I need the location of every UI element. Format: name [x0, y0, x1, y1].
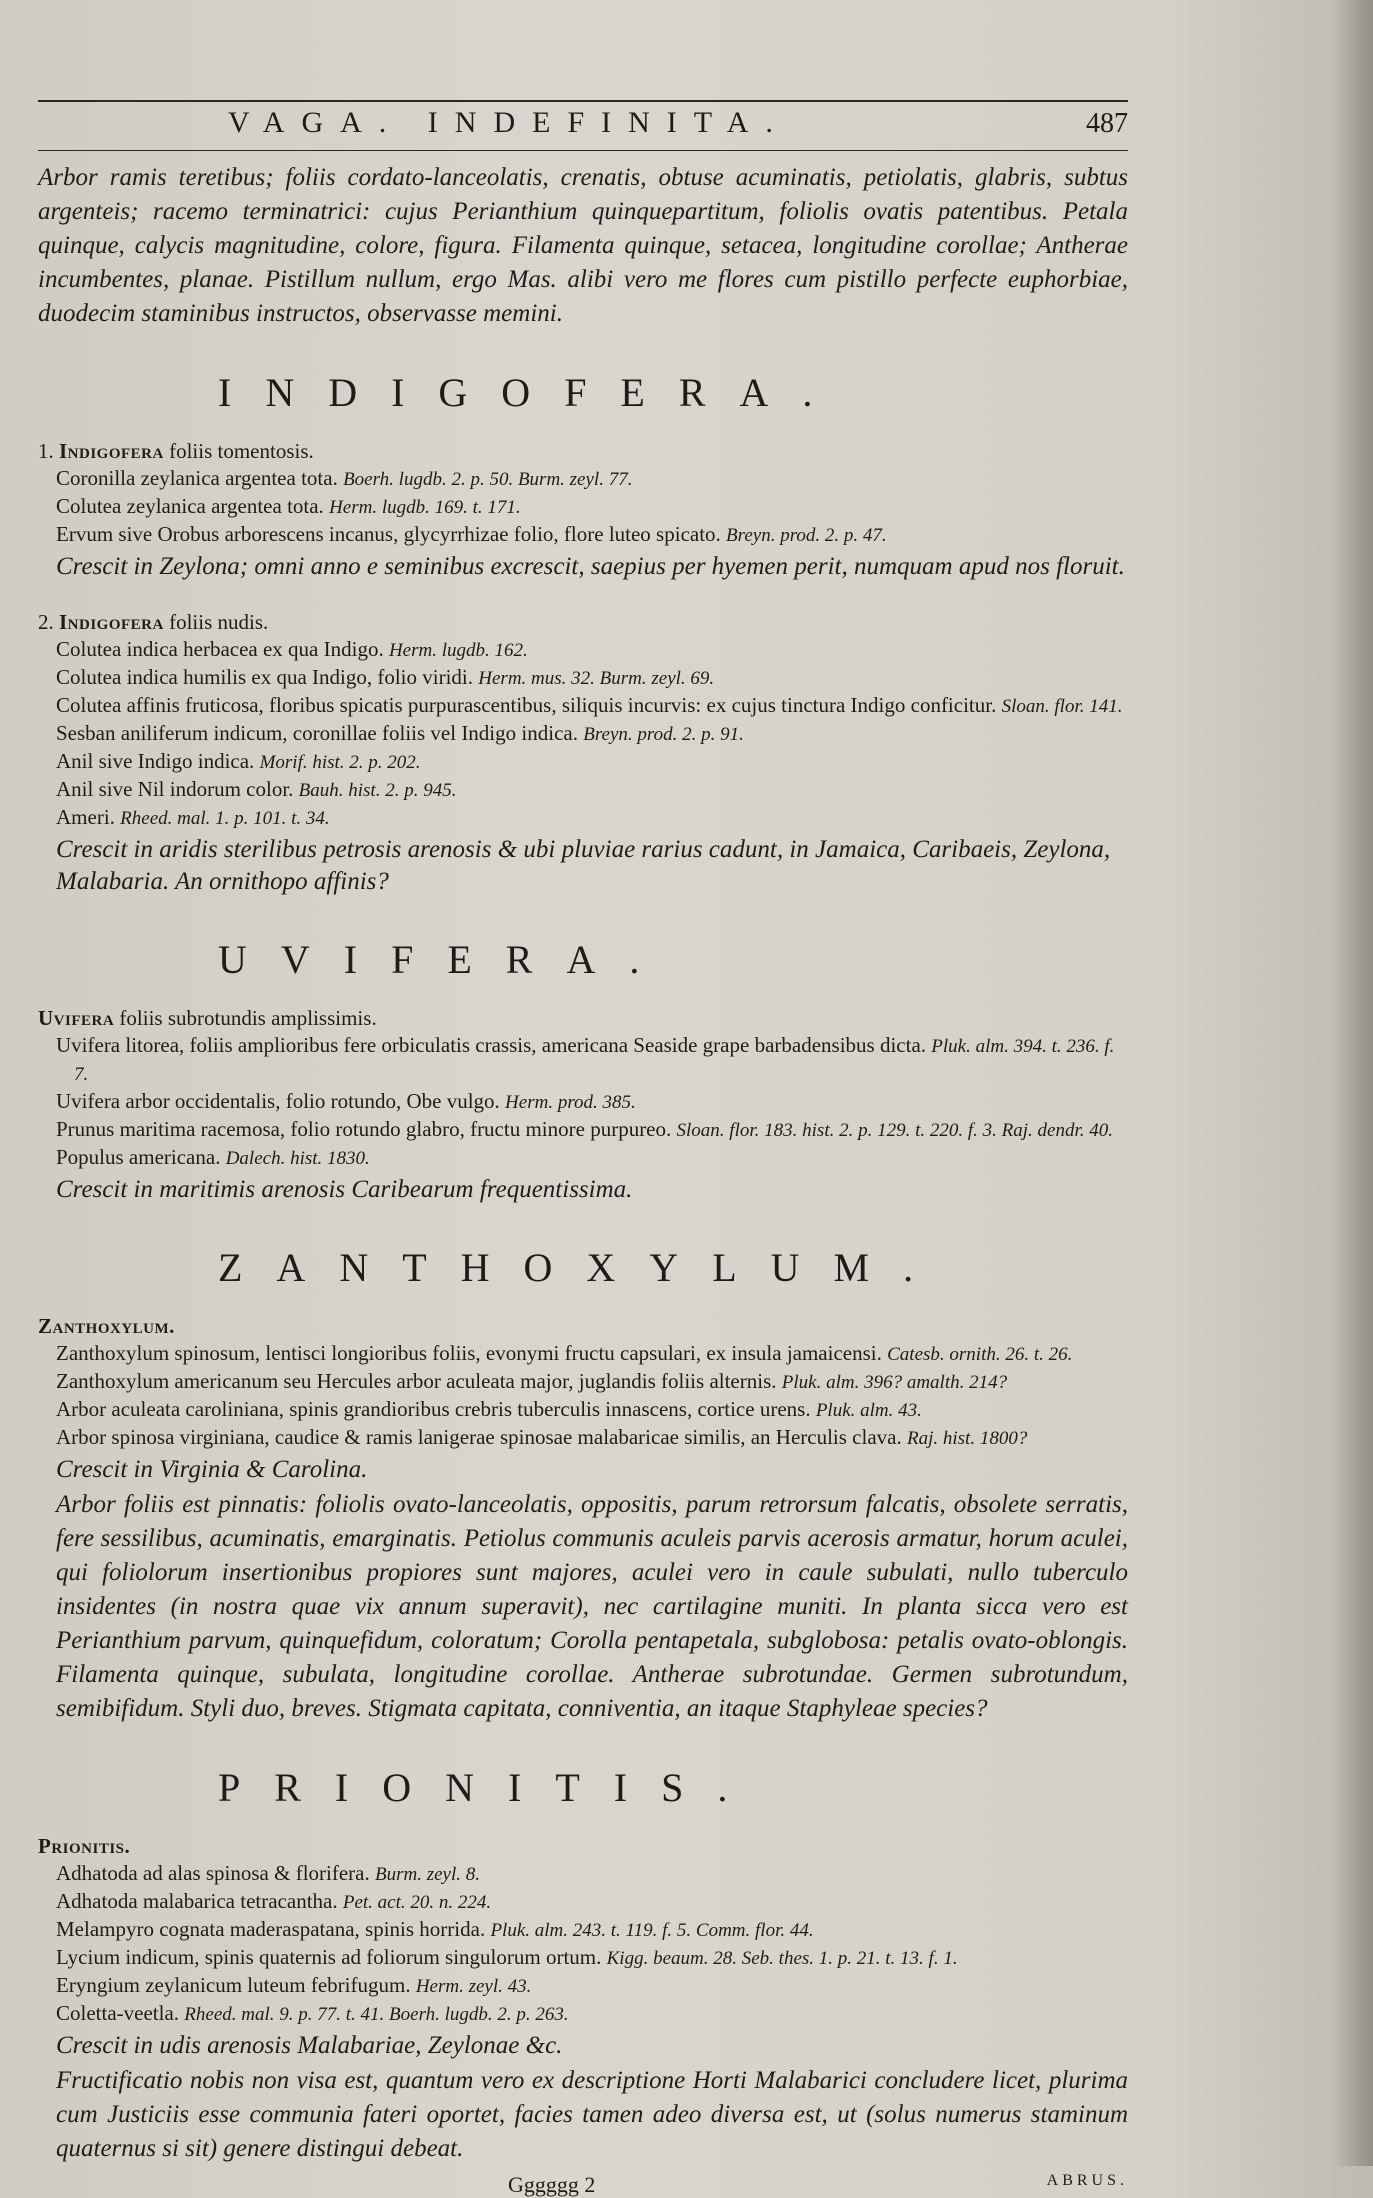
synonym-text: Adhatoda malabarica tetracantha. — [56, 1889, 338, 1913]
species-lead — [38, 609, 1128, 636]
species-number: 1. — [38, 439, 54, 463]
synonym-reference: Herm. prod. 385. — [505, 1092, 636, 1113]
synonym-text: Colutea zeylanica argentea tota. — [56, 494, 324, 518]
intro-paragraph: Arbor ramis teretibus; foliis cordato-lanceolatis, crenatis, obtuse acuminatis, petiolatis, glabris, subtus argenteis; racemo terminatrici: cujus Perianthium quinquepartitum, foliolis ovatis patentibus. Petala quinque, calycis magnitudine, colore, figura. Filamenta quinque, setacea, longitudine corollae; Antherae incumbentes, planae. Pistillum nullum, ergo Mas. alibi vero me flores cum pistillo perfecte euphorbiae, duodecim staminibus instructos, observasse memini. — [38, 164, 1128, 327]
habitat-note: Crescit in Virginia & Carolina. — [56, 1456, 368, 1483]
synonym-text: Uvifera arbor occidentalis, folio rotundo, Obe vulgo. — [56, 1089, 500, 1113]
synonym-line — [56, 1088, 1128, 1116]
synonym-text: Colutea indica herbacea ex qua Indigo. — [56, 637, 384, 661]
synonym-line — [56, 1116, 1128, 1144]
synonym-reference: Dalech. hist. 1830. — [225, 1148, 370, 1169]
synonym-line — [56, 804, 1128, 832]
synonym-line — [56, 720, 1128, 748]
synonym-line — [56, 465, 1128, 493]
sections — [38, 369, 1128, 2166]
habitat-note: Crescit in Zeylona; omni anno e seminibus excrescit, saepius per hyemen perit, numquam apud nos floruit. — [56, 553, 1125, 580]
synonym-text: Adhatoda ad alas spinosa & florifera. — [56, 1861, 370, 1885]
synonym-line — [56, 1944, 1128, 1972]
synonym-reference: Herm. zeyl. 43. — [415, 1976, 532, 1997]
synonym-text: Anil sive Indigo indica. — [56, 749, 255, 773]
synonym-reference: Catesb. ornith. 26. t. 26. — [887, 1344, 1073, 1365]
synonym-text: Coletta-veetla. — [56, 2001, 180, 2025]
synonym-reference: Herm. lugdb. 162. — [388, 640, 528, 661]
running-head-row — [38, 106, 1128, 148]
species-name: Indigofera — [59, 439, 164, 463]
synonym-reference: Pluk. alm. 396? amalth. 214? — [781, 1372, 1008, 1393]
species-name: Indigofera — [59, 610, 164, 634]
species-diagnosis: foliis tomentosis. — [169, 439, 314, 463]
synonym-reference: Herm. lugdb. 169. t. 171. — [329, 497, 521, 518]
synonym-text: Prunus maritima racemosa, folio rotundo glabro, fructu minore purpureo. — [56, 1117, 672, 1141]
species-description: Fructificatio nobis non visa est, quantum vero ex descriptione Horti Malabarici concludere licet, plurima cum Justiciis esse communia fateri oportet, facies tamen adeo diversa est, ut (solus numerus staminum quaternus si sit) genere distingui debeat. — [56, 2067, 1128, 2162]
synonym-line — [56, 1860, 1128, 1888]
synonym-reference: Pet. act. 20. n. 224. — [342, 1892, 492, 1913]
genus-heading: ZANTHOXYLUM. — [218, 1245, 948, 1290]
synonym-line — [56, 1916, 1128, 1944]
genus-heading: UVIFERA. — [218, 937, 674, 982]
binding-shadow — [1333, 0, 1373, 2166]
species-name: Uvifera — [38, 1006, 115, 1030]
species-number: 2. — [38, 610, 54, 634]
species-lead — [38, 438, 1128, 465]
synonym-line — [56, 521, 1128, 549]
genus-heading: PRIONITIS. — [218, 1765, 762, 1810]
synonym-line — [56, 1368, 1128, 1396]
synonym-text: Uvifera litorea, foliis amplioribus fere orbiculatis crassis, americana Seaside grape barbadensibus dicta. — [56, 1033, 927, 1057]
synonym-line — [56, 1340, 1128, 1368]
species-lead — [38, 1313, 1128, 1340]
species-name: Zanthoxylum. — [38, 1314, 175, 1338]
synonym-line — [56, 776, 1128, 804]
synonym-line — [56, 1888, 1128, 1916]
genus-heading: INDIGOFERA. — [218, 370, 847, 415]
habitat-note: Crescit in maritimis arenosis Caribearum frequentissima. — [56, 1176, 633, 1203]
synonym-text: Anil sive Nil indorum color. — [56, 777, 294, 801]
synonym-text: Zanthoxylum americanum seu Hercules arbor aculeata major, juglandis foliis alternis. — [56, 1369, 777, 1393]
running-head: VAGA. INDEFINITA. — [228, 106, 790, 139]
synonym-reference: Pluk. alm. 243. t. 119. f. 5. Comm. flor. 44. — [490, 1920, 814, 1941]
synonym-reference: Burm. zeyl. 8. — [374, 1864, 480, 1885]
synonym-reference: Breyn. prod. 2. p. 91. — [583, 724, 744, 745]
synonym-text: Colutea indica humilis ex qua Indigo, folio viridi. — [56, 665, 474, 689]
synonym-line — [56, 1032, 1128, 1088]
synonym-text: Sesban aniliferum indicum, coronillae foliis vel Indigo indica. — [56, 721, 578, 745]
synonym-reference: Pluk. alm. 43. — [815, 1400, 922, 1421]
synonym-text: Ameri. — [56, 805, 115, 829]
catchword: ABRUS. — [1046, 2172, 1128, 2189]
synonym-line — [56, 748, 1128, 776]
species-diagnosis: foliis nudis. — [169, 610, 269, 634]
species-lead — [38, 1005, 1128, 1032]
synonym-line — [56, 636, 1128, 664]
synonym-reference: Bauh. hist. 2. p. 945. — [298, 780, 457, 801]
synonym-text: Lycium indicum, spinis quaternis ad foliorum singulorum ortum. — [56, 1945, 602, 1969]
synonym-reference: Raj. hist. 1800? — [906, 1428, 1028, 1449]
synonym-text: Zanthoxylum spinosum, lentisci longioribus foliis, evonymi fructu capsulari, ex insula jamaicensi. — [56, 1341, 882, 1365]
synonym-reference: Breyn. prod. 2. p. 47. — [726, 525, 887, 546]
synonym-line — [56, 1396, 1128, 1424]
synonym-text: Coronilla zeylanica argentea tota. — [56, 466, 338, 490]
synonym-reference: Rheed. mal. 1. p. 101. t. 34. — [120, 808, 330, 829]
species-spacer — [38, 583, 1128, 609]
synonym-text: Colutea affinis fruticosa, floribus spicatis purpurascentibus, siliquis incurvis: ex cujus tinctura Indigo conficitur. — [56, 693, 997, 717]
head-rule — [38, 150, 1128, 151]
synonym-line — [56, 1972, 1128, 2000]
signature-mark: Gggggg 2 — [508, 2172, 596, 2197]
top-rule — [38, 100, 1128, 102]
species-diagnosis: foliis subrotundis amplissimis. — [119, 1006, 377, 1030]
synonym-line — [56, 493, 1128, 521]
synonym-reference: Herm. mus. 32. Burm. zeyl. 69. — [478, 668, 715, 689]
habitat-note: Crescit in udis arenosis Malabariae, Zeylonae &c. — [56, 2032, 563, 2059]
habitat-note: Crescit in aridis sterilibus petrosis arenosis & ubi pluviae rarius cadunt, in Jamaica, Caribaeis, Zeylona, Malabaria. An ornithopo affinis? — [56, 836, 1111, 895]
species-name: Prionitis. — [38, 1834, 131, 1858]
synonym-line — [56, 1424, 1128, 1452]
synonym-reference: Rheed. mal. 9. p. 77. t. 41. Boerh. lugdb. 2. p. 263. — [184, 2004, 569, 2025]
synonym-line — [56, 664, 1128, 692]
footer — [38, 2172, 1128, 2198]
synonym-text: Arbor aculeata caroliniana, spinis grandioribus crebris tuberculis innascens, cortice urens. — [56, 1397, 811, 1421]
synonym-reference: Morif. hist. 2. p. 202. — [259, 752, 421, 773]
synonym-text: Eryngium zeylanicum luteum febrifugum. — [56, 1973, 411, 1997]
page-number: 487 — [1086, 108, 1128, 139]
synonym-reference: Sloan. flor. 141. — [1001, 696, 1123, 717]
synonym-text: Ervum sive Orobus arborescens incanus, glycyrrhizae folio, flore luteo spicato. — [56, 522, 721, 546]
synonym-reference: Kigg. beaum. 28. Seb. thes. 1. p. 21. t. 13. f. 1. — [606, 1948, 958, 1969]
synonym-reference: Boerh. lugdb. 2. p. 50. Burm. zeyl. 77. — [343, 469, 633, 490]
page — [38, 100, 1128, 2197]
synonym-line — [56, 1144, 1128, 1172]
synonym-text: Melampyro cognata maderaspatana, spinis horrida. — [56, 1917, 486, 1941]
synonym-reference: Pluk. alm. 394. t. 236. f. 7. — [74, 1036, 1115, 1085]
species-description: Arbor foliis est pinnatis: foliolis ovato-lanceolatis, oppositis, parum retrorsum falcatis, obsolete serratis, fere sessilibus, acuminatis, emarginatis. Petiolus communis aculeis parvis acerosis armatur, horum aculei, qui foliolorum insertionibus propiores sunt majores, aculei vero in caule subulati, nullo tuberculo insidentes (in nostra quae vix annum superavit), nec cartilagine muniti. In planta sicca vero est Perianthium parvum, quinquefidum, coloratum; Corolla pentapetala, subglobosa: petalis ovato-oblongis. Filamenta quinque, subulata, longitudine corollae. Antherae subrotundae. Germen subrotundum, semibifidum. Styli duo, breves. Stigmata capitata, conniventia, an itaque Staphyleae species? — [56, 1491, 1128, 1722]
synonym-text: Populus americana. — [56, 1145, 221, 1169]
synonym-line — [56, 2000, 1128, 2028]
synonym-text: Arbor spinosa virginiana, caudice & ramis lanigerae spinosae malabaricae similis, an Herculis clava. — [56, 1425, 902, 1449]
synonym-line — [56, 692, 1128, 720]
synonym-reference: Sloan. flor. 183. hist. 2. p. 129. t. 220. f. 3. Raj. dendr. 40. — [676, 1120, 1114, 1141]
species-lead — [38, 1833, 1128, 1860]
